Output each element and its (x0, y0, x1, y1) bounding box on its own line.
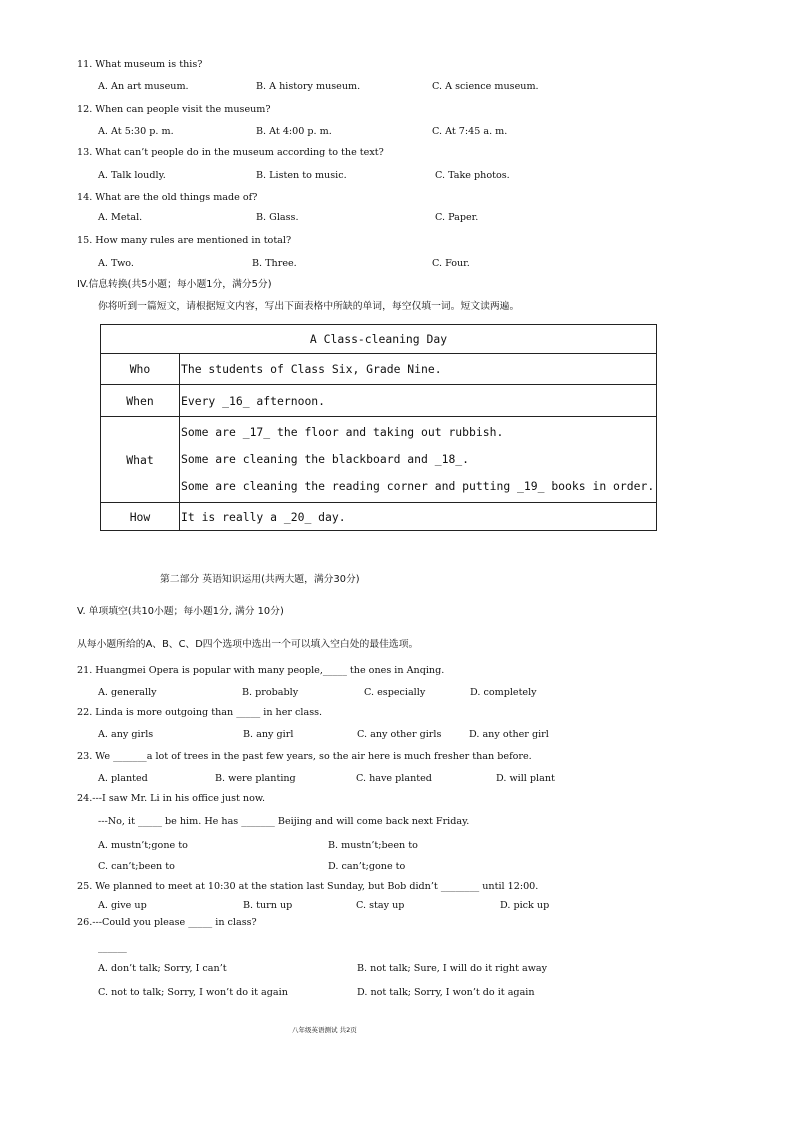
question-12: 12. When can people visit the museum? (77, 104, 271, 115)
question-24-reply: ---No, it _____ be him. He has _______ Beijing and will come back next Friday. (98, 816, 470, 827)
section-5-heading: V. 单项填空(共10小题；每小题1分, 满分 10分) (77, 606, 284, 617)
section-5-instruction: 从每小题所给的A、B、C、D四个选项中选出一个可以填入空白处的最佳选项。 (77, 639, 419, 650)
q13-option-c: C. Take photos. (435, 170, 510, 181)
q15-option-a: A. Two. (98, 258, 134, 269)
q24-option-b: B. mustn’t;been to (328, 840, 418, 851)
q24-option-d: D. can’t;gone to (328, 861, 406, 872)
page-footer: 八年级英语测试 共2页 (292, 1026, 357, 1034)
q13-option-b: B. Listen to music. (256, 170, 347, 181)
q13-option-a: A. Talk loudly. (98, 170, 166, 181)
row-label-how: How (101, 503, 180, 531)
question-26-blank: ______ (98, 942, 127, 953)
q21-option-a: A. generally (98, 687, 157, 698)
q14-option-a: A. Metal. (98, 212, 143, 223)
question-14: 14. What are the old things made of? (77, 192, 258, 203)
what-line-1: Some are _17_ the floor and taking out rubbish. (181, 425, 504, 439)
question-22: 22. Linda is more outgoing than _____ in her class. (77, 707, 323, 718)
q14-option-b: B. Glass. (256, 212, 299, 223)
q21-option-d: D. completely (470, 687, 537, 698)
q25-option-c: C. stay up (356, 900, 405, 911)
question-11: 11. What museum is this? (77, 59, 203, 70)
q23-option-d: D. will plant (496, 773, 555, 784)
q25-option-b: B. turn up (243, 900, 293, 911)
table-row-who (101, 354, 657, 385)
row-label-what: What (101, 417, 180, 503)
q15-option-c: C. Four. (432, 258, 470, 269)
q21-option-c: C. especially (364, 687, 426, 698)
q26-option-a: A. don’t talk; Sorry, I can’t (98, 963, 227, 974)
row-value-what (180, 417, 657, 503)
table-title: A Class-cleaning Day (101, 325, 657, 354)
table-row-what (101, 417, 657, 503)
what-line-2: Some are cleaning the blackboard and _18_. (181, 452, 470, 466)
question-21: 21. Huangmei Opera is popular with many people,_____ the ones in Anqing. (77, 665, 445, 676)
q26-option-d: D. not talk; Sorry, I won’t do it again (357, 987, 535, 998)
section-4-heading: IV.信息转换(共5小题；每小题1分，满分5分) (77, 279, 272, 290)
q12-option-b: B. At 4:00 p. m. (256, 126, 332, 137)
q23-option-a: A. planted (98, 773, 148, 784)
q11-option-c: C. A science museum. (432, 81, 539, 92)
question-25: 25. We planned to meet at 10:30 at the station last Sunday, but Bob didn’t ________ until 12:00. (77, 881, 539, 892)
q26-option-c: C. not to talk; Sorry, I won’t do it again (98, 987, 288, 998)
q22-option-b: B. any girl (243, 729, 294, 740)
q24-option-a: A. mustn’t;gone to (98, 840, 188, 851)
part-2-heading: 第二部分 英语知识运用(共两大题，满分30分) (160, 574, 360, 585)
row-value-how: It is really a _20_ day. (180, 503, 657, 531)
q24-option-c: C. can’t;been to (98, 861, 175, 872)
q25-option-a: A. give up (98, 900, 147, 911)
row-label-who: Who (101, 354, 180, 385)
question-13: 13. What can’t people do in the museum according to the text? (77, 147, 384, 158)
row-value-who: The students of Class Six, Grade Nine. (180, 354, 657, 385)
row-label-when: When (101, 385, 180, 417)
what-line-3: Some are cleaning the reading corner and putting _19_ books in order. (181, 479, 655, 493)
table-row-how (101, 503, 657, 531)
q23-option-c: C. have planted (356, 773, 432, 784)
q14-option-c: C. Paper. (435, 212, 479, 223)
row-value-when: Every _16_ afternoon. (180, 385, 657, 417)
q21-option-b: B. probably (242, 687, 299, 698)
q23-option-b: B. were planting (215, 773, 296, 784)
q22-option-c: C. any other girls (357, 729, 442, 740)
q22-option-d: D. any other girl (469, 729, 549, 740)
question-24: 24.---I saw Mr. Li in his office just now. (77, 793, 266, 804)
q22-option-a: A. any girls (98, 729, 154, 740)
q11-option-b: B. A history museum. (256, 81, 361, 92)
q25-option-d: D. pick up (500, 900, 550, 911)
question-15: 15. How many rules are mentioned in total? (77, 235, 292, 246)
section-4-instruction: 你将听到一篇短文，请根据短文内容，写出下面表格中所缺的单词，每空仅填一词。短文读两遍。 (98, 301, 520, 312)
q15-option-b: B. Three. (252, 258, 297, 269)
q26-option-b: B. not talk; Sure, I will do it right away (357, 963, 548, 974)
q12-option-c: C. At 7:45 a. m. (432, 126, 508, 137)
table-row-when (101, 385, 657, 417)
info-table (100, 324, 657, 531)
q12-option-a: A. At 5:30 p. m. (98, 126, 174, 137)
q11-option-a: A. An art museum. (98, 81, 189, 92)
question-26: 26.---Could you please _____ in class? (77, 917, 257, 928)
question-23: 23. We _______a lot of trees in the past few years, so the air here is much fresher than before. (77, 751, 532, 762)
